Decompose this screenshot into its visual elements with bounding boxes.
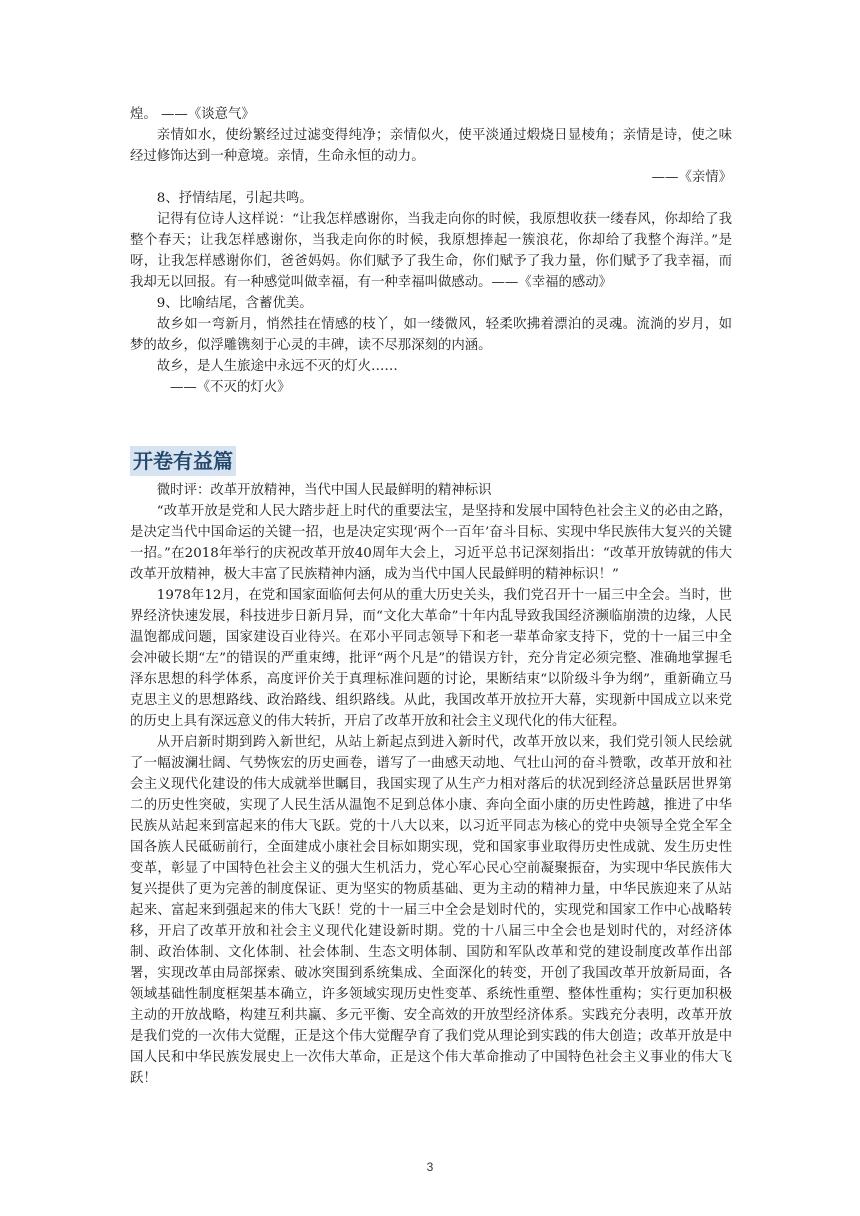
paragraph-qinqing-text: 亲情如水，使纷繁经过过滤变得纯净；亲情似火，使平淡通过煅烧日显棱角；亲情是诗，使之味经过修饰达到一种意境。亲情，生命永恒的动力。 — [130, 128, 732, 164]
page-content — [130, 104, 732, 1089]
section-subtitle: 微时评：改革开放精神，当代中国人民最鲜明的精神标识 — [156, 483, 492, 498]
quote-source-line: 煌。 ——《谈意气》 — [130, 107, 255, 122]
item-8-title: 8、抒情结尾，引起共鸣。 — [156, 191, 313, 206]
section-paragraph-3: 从开启新时期到跨入新世纪，从站上新起点到进入新时代，改革开放以来，我们党引领人民绘就了一幅波澜壮阔、气势恢宏的历史画卷，谱写了一曲感天动地、气壮山河的奋斗赞歌，改革开放和社会主义现代化建设的伟大成就举世瞩目，我国实现了从生产力相对落后的状况到经济总量跃居世界第二的历史性突破，实现了人民生活从温饱不足到总体小康、奔向全面小康的历史性跨越，推进了中华民族从站起来到富起来的伟大飞跃。党的十八大以来，以习近平同志为核心的党中央领导全党全军全国各族人民砥砺前行，全面建成小康社会目标如期实现，党和国家事业取得历史性成就、发生历史性变革，彰显了中国特色社会主义的强大生机活力，党心军心民心空前凝聚振奋，为实现中华民族伟大复兴提供了更为完善的制度保证、更为坚实的物质基础、更为主动的精神力量，中华民族迎来了从站起来、富起来到强起来的伟大飞跃！党的十一届三中全会是划时代的，实现党和国家工作中心战略转移，开启了改革开放和社会主义现代化建设新时期。党的十八届三中全会也是划时代的，对经济体制、政治体制、文化体制、社会体制、生态文明体制、国防和军队改革和党的建设制度改革作出部署，实现改革由局部探索、破冰突围到系统集成、全面深化的转变，开创了我国改革开放新局面，各领域基础性制度框架基本确立，许多领域实现历史性变革、系统性重塑、整体性重构；实行更加积极主动的开放战略，构建互利共赢、多元平衡、安全高效的开放型经济体系。实践充分表明，改革开放是我们党的一次伟大觉醒，正是这个伟大觉醒孕育了我们党从理论到实践的伟大创造；改革开放是中国人民和中华民族发展史上一次伟大革命，正是这个伟大革命推动了中国特色社会主义事业的伟大飞跃！ — [130, 735, 732, 1086]
section-paragraph-2: 1978年12月，在党和国家面临何去何从的重大历史关头，我们党召开十一届三中全会。当时，世界经济快速发展，科技进步日新月异，而“文化大革命”十年内乱导致我国经济濒临崩溃的边缘，人民温饱都成问题，国家建设百业待兴。在邓小平同志领导下和老一辈革命家支持下，党的十一届三中全会冲破长期“左”的错误的严重束缚，批评“两个凡是”的错误方针，充分肯定必须完整、准确地掌握毛泽东思想的科学体系，高度评价关于真理标准问题的讨论，果断结束“以阶级斗争为纲”，重新确立马克思主义的思想路线、政治路线、组织路线。从此，我国改革开放拉开大幕，实现新中国成立以来党的历史上具有深远意义的伟大转折，开启了改革开放和社会主义现代化的伟大征程。 — [130, 588, 732, 729]
paragraph-item-9: 故乡如一弯新月，悄然挂在情感的枝丫，如一缕微风，轻柔吹拂着漂泊的灵魂。流淌的岁月，如梦的故乡，似浮雕镌刻于心灵的丰碑，读不尽那深刻的内涵。 — [130, 317, 732, 353]
page-number: 3 — [426, 1160, 434, 1174]
paragraph-item-8: 记得有位诗人这样说：“让我怎样感谢你，当我走向你的时候，我原想收获一缕春风，你却给了我整个春天；让我怎样感谢你，当我走向你的时候，我原想捧起一簇浪花，你却给了我整个海洋。”是呀，让我怎样感谢你们，爸爸妈妈。你们赋予了我生命，你们赋予了我力量，你们赋予了我幸福，而我却无以回报。有一种感觉叫做幸福，有一种幸福叫做感动。——《幸福的感动》 — [130, 212, 732, 290]
paragraph-item-9b: 故乡，是人生旅途中永远不灭的灯火…… — [156, 359, 398, 374]
paragraph-item-9-source: ——《不灭的灯火》 — [170, 380, 291, 395]
paragraph-qinqing — [130, 125, 732, 188]
section-paragraph-1: “改革开放是党和人民大踏步赶上时代的重要法宝，是坚持和发展中国特色社会主义的必由之路，是决定当代中国命运的关键一招，也是决定实现‘两个一百年’奋斗目标、实现中华民族伟大复兴的关键一招。”在2018年举行的庆祝改革开放40周年大会上，习近平总书记深刻指出：“改革开放铸就的伟大改革开放精神，极大丰富了民族精神内涵，成为当代中国人民最鲜明的精神标识！” — [130, 504, 732, 582]
item-9-title: 9、比喻结尾，含蓄优美。 — [156, 296, 313, 311]
section-heading: 开卷有益篇 — [130, 446, 236, 476]
paragraph-qinqing-source: ——《亲情》 — [651, 170, 732, 185]
